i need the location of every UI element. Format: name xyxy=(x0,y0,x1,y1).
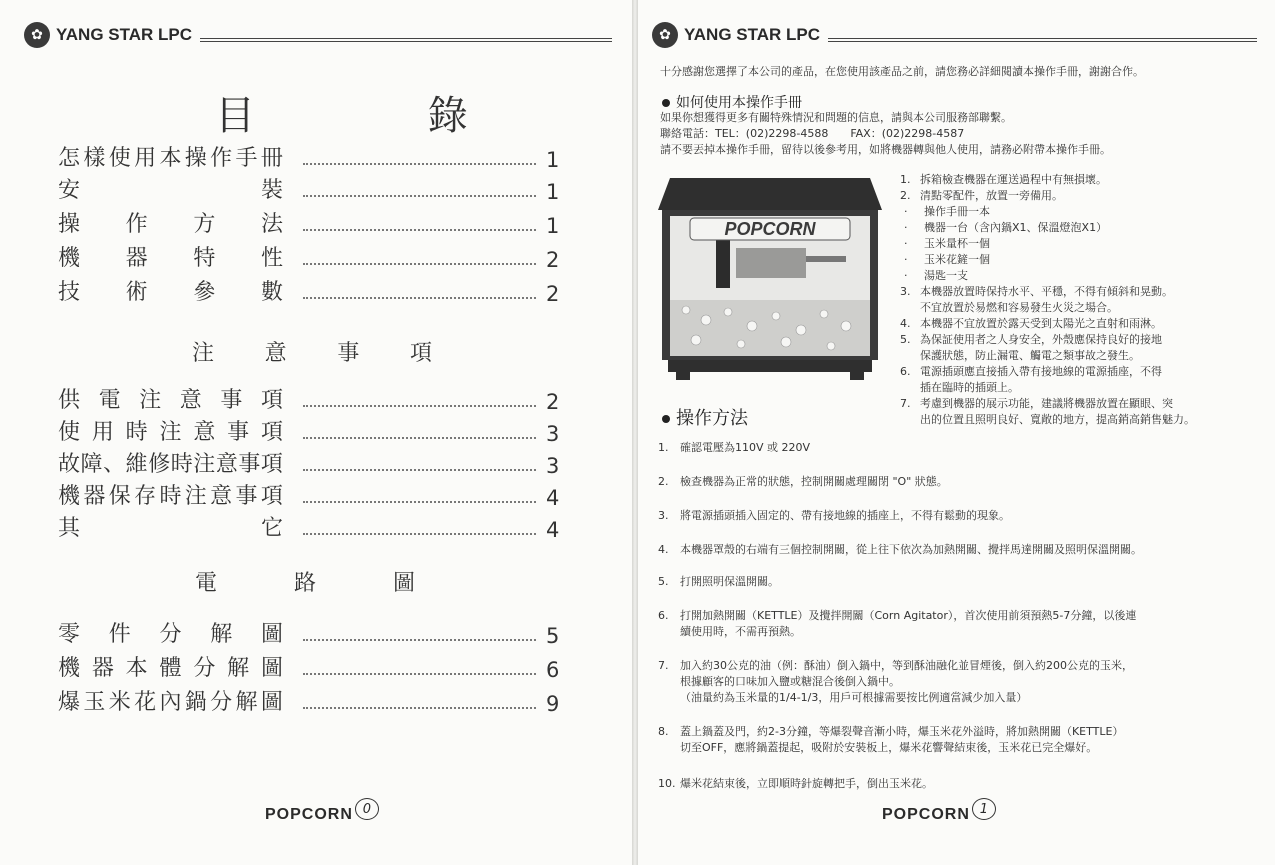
section-heading-char: 路 xyxy=(293,571,316,596)
toc-page-number: 5 xyxy=(546,624,560,648)
left-header xyxy=(24,20,612,50)
toc-label-char: 鍋 xyxy=(184,690,207,715)
toc-row xyxy=(58,384,558,414)
toc-label-char: 解 xyxy=(235,690,258,715)
toc-row xyxy=(58,416,558,446)
toc-label-char: 本 xyxy=(125,656,148,681)
toc-leader-dots xyxy=(303,533,536,535)
toc-label-char: 、 xyxy=(103,452,126,477)
toc-label-part: 它 xyxy=(260,516,283,541)
toc-label xyxy=(58,383,283,414)
install-step-line xyxy=(900,332,1162,348)
toc-label-part: 特 xyxy=(193,246,216,271)
toc-leader-dots xyxy=(303,673,536,675)
toc-leader-dots xyxy=(303,297,536,299)
intro-text: 十分感謝您選擇了本公司的產品，在您使用該產品之前，請您務必詳細閱讀本操作手冊，謝謝合作。 xyxy=(660,65,1144,78)
install-step-line xyxy=(900,188,1063,204)
company-logo-icon: ✿ xyxy=(24,22,50,48)
install-step-line: 插在臨時的插頭上。 xyxy=(920,381,1019,394)
machine-sign: POPCORN xyxy=(724,219,816,239)
toc-label xyxy=(58,617,283,648)
toc-row xyxy=(58,276,558,306)
operation-step-line xyxy=(658,474,948,490)
toc-label-char: 電 xyxy=(98,388,121,413)
toc-label-char: 存 xyxy=(134,484,157,509)
toc-label-part: 其 xyxy=(58,516,81,541)
operation-step-text: 爆米花結束後，立即順時針旋轉把手，倒出玉米花。 xyxy=(680,777,933,790)
install-step-number: · xyxy=(904,237,908,250)
toc-label xyxy=(58,141,283,172)
operation-step-number: 6. xyxy=(658,609,669,622)
toc-label-char: 作 xyxy=(210,146,233,171)
company-logo-icon: ✿ xyxy=(652,22,678,48)
section-heading-char: 項 xyxy=(409,341,432,366)
toc-label-char: 供 xyxy=(58,388,81,413)
toc-leader-dots xyxy=(303,405,536,407)
toc-label-char: 項 xyxy=(260,388,283,413)
toc-page-number: 2 xyxy=(546,282,560,306)
operation-step-line xyxy=(658,574,779,590)
install-step-number: 2. xyxy=(900,189,911,202)
toc-label-char: 項 xyxy=(260,420,283,445)
install-step xyxy=(904,236,990,252)
toc-label-part: 參 xyxy=(193,280,216,305)
toc-row xyxy=(58,142,558,172)
toc-row xyxy=(58,686,558,716)
operation-step xyxy=(658,508,1010,524)
operation-step xyxy=(658,542,1142,558)
toc-label xyxy=(58,685,283,716)
operation-step xyxy=(658,440,810,456)
operation-step-line: 根據顧客的口味加入鹽或糖混合後倒入鍋中。 xyxy=(680,675,900,688)
install-step-text: 玉米量杯一個 xyxy=(924,237,990,250)
page-number: 1 xyxy=(972,798,996,820)
install-step xyxy=(900,396,1195,428)
toc-label-part: 裝 xyxy=(260,178,283,203)
toc-page-number: 1 xyxy=(546,214,560,238)
how-heading: 如何使用本操作手冊 xyxy=(662,92,802,112)
popcorn-machine-image xyxy=(656,170,884,382)
toc-leader-dots xyxy=(303,707,536,709)
right-header xyxy=(652,20,1257,50)
install-step-text: 操作手冊一本 xyxy=(924,205,990,218)
toc-label-part: 法 xyxy=(260,212,283,237)
operation-step-line xyxy=(658,508,1010,524)
toc-label-char: 樣 xyxy=(83,146,106,171)
toc-label-char: 注 xyxy=(193,452,216,477)
operation-step-line xyxy=(658,658,1133,674)
toc-label-part: 安 xyxy=(58,178,81,203)
operation-step-text: 將電源插頭插入固定的、帶有接地線的插座上，不得有鬆動的現象。 xyxy=(680,509,1010,522)
install-step-text: 湯匙一支 xyxy=(924,269,968,282)
install-step-line: 出的位置且照明良好、寬敞的地方，提高銷高銷售魅力。 xyxy=(920,413,1195,426)
toc-leader-dots xyxy=(303,229,536,231)
operation-step-line xyxy=(658,776,933,792)
install-step xyxy=(900,188,1063,204)
toc-label-char: 分 xyxy=(193,656,216,681)
install-step xyxy=(900,332,1162,364)
toc-label-char: 故 xyxy=(58,452,81,477)
toc-page-number: 9 xyxy=(546,692,560,716)
toc-page-number: 1 xyxy=(546,148,560,172)
toc-row xyxy=(58,174,558,204)
operation-step-line xyxy=(658,440,810,456)
toc-label-char: 內 xyxy=(159,690,182,715)
header-rule xyxy=(828,38,1257,42)
toc-label-char: 修 xyxy=(148,452,171,477)
toc-label-char: 注 xyxy=(184,484,207,509)
toc-label-char: 玉 xyxy=(83,690,106,715)
toc-label-part: 機 xyxy=(58,246,81,271)
toc-row xyxy=(58,242,558,272)
bullet-icon xyxy=(662,99,670,107)
toc-label xyxy=(58,651,283,682)
install-step-number: · xyxy=(904,221,908,234)
toc-label-char: 事 xyxy=(235,484,258,509)
install-step-line xyxy=(904,252,990,268)
install-step-line xyxy=(900,364,1162,380)
operation-step-text: 蓋上鍋蓋及門，約2-3分鐘，等爆裂聲音漸小時，爆玉米花外溢時，將加熱開關（KETTLE） xyxy=(680,725,1124,738)
install-step xyxy=(904,204,990,220)
section-heading-char: 圖 xyxy=(392,571,415,596)
operation-step-number: 3. xyxy=(658,509,669,522)
install-step-line xyxy=(904,268,968,284)
toc-row xyxy=(58,618,558,648)
toc-leader-dots xyxy=(303,639,536,641)
operation-step-line xyxy=(658,724,1123,740)
toc-label-char: 事 xyxy=(238,452,261,477)
toc-label-char: 項 xyxy=(260,484,283,509)
toc-label-char: 操 xyxy=(184,146,207,171)
footer-popcorn-word: POPCORN xyxy=(882,806,970,823)
right-page xyxy=(638,0,1275,865)
toc-label-part: 件 xyxy=(108,622,131,647)
toc-label-char: 使 xyxy=(58,420,81,445)
toc-page-number: 3 xyxy=(546,422,560,446)
toc-label-char: 花 xyxy=(134,690,157,715)
toc-label xyxy=(58,173,283,204)
bullet-icon xyxy=(662,415,670,423)
toc-label-char: 器 xyxy=(91,656,114,681)
operation-step-number: 7. xyxy=(658,659,669,672)
toc-label-char: 用 xyxy=(91,420,114,445)
operation-step xyxy=(658,474,948,490)
install-step-text: 為保証使用者之人身安全，外殼應保持良好的接地 xyxy=(920,333,1162,346)
toc-label-char: 注 xyxy=(139,388,162,413)
toc-label-char: 手 xyxy=(235,146,258,171)
toc-label-char: 分 xyxy=(210,690,233,715)
operation-step-line: （油量約為玉米量的1/4-1/3，用戶可根據需要按比例適當減少加入量） xyxy=(680,691,1028,704)
toc-page-number: 2 xyxy=(546,390,560,414)
toc-label-part: 數 xyxy=(260,280,283,305)
operation-step-number: 10. xyxy=(658,777,676,790)
toc-label-char: 保 xyxy=(108,484,131,509)
operation-step-number: 1. xyxy=(658,441,669,454)
toc-label-part: 分 xyxy=(159,622,182,647)
toc-label-part: 方 xyxy=(193,212,216,237)
toc-label-char: 爆 xyxy=(58,690,81,715)
operation-step-text: 打開加熱開關（KETTLE）及攪拌開關（Corn Agitator），首次使用前須預熱5-7分鐘，以後連 xyxy=(680,609,1137,622)
install-step-number: 6. xyxy=(900,365,911,378)
operation-step-line xyxy=(658,608,1136,624)
toc-label-char: 意 xyxy=(193,420,216,445)
install-step xyxy=(904,252,990,268)
toc-row xyxy=(58,208,558,238)
operation-step xyxy=(658,608,1136,640)
operation-step-text: 確認電壓為110V 或 220V xyxy=(680,441,811,454)
brand-name: YANG STAR LPC xyxy=(56,25,193,44)
operation-heading: 操作方法 xyxy=(662,404,748,430)
toc-label-char: 體 xyxy=(159,656,182,681)
toc-leader-dots xyxy=(303,469,536,471)
install-step xyxy=(900,172,1107,188)
install-step-line xyxy=(900,172,1107,188)
toc-row xyxy=(58,512,558,542)
install-step-number: 3. xyxy=(900,285,911,298)
toc-label xyxy=(58,447,283,478)
toc-row xyxy=(58,652,558,682)
toc-label-char: 本 xyxy=(159,146,182,171)
toc-page-number: 4 xyxy=(546,518,560,542)
page-number: 0 xyxy=(355,798,379,820)
install-step-line xyxy=(904,204,990,220)
install-step-text: 本機器放置時保持水平、平穩，不得有傾斜和晃動。 xyxy=(920,285,1173,298)
toc-label-char: 器 xyxy=(83,484,106,509)
toc-title: 目 錄 xyxy=(215,93,548,139)
install-step-text: 電源插頭應直接插入帶有接地線的電源插座，不得 xyxy=(920,365,1162,378)
toc-row xyxy=(58,448,558,478)
install-step-text: 本機器不宜放置於露天受到太陽光之直射和雨淋。 xyxy=(920,317,1162,330)
toc-label-char: 使 xyxy=(108,146,131,171)
install-step-line xyxy=(904,220,1107,236)
toc-label-part: 作 xyxy=(125,212,148,237)
toc-label xyxy=(58,207,283,238)
how-text: 如果你想獲得更多有關特殊情況和問題的信息，請與本公司服務部聯繫。 聯絡電話：TEL：(02)2298-4588 FAX：(02)2298-4587 請不要丟掉本操作手冊，留待以後參考用，如將機器轉與他人使用，請務必附帶本操作手冊。 xyxy=(660,111,1111,156)
toc-label-char: 項 xyxy=(260,452,283,477)
install-step-line xyxy=(900,284,1173,300)
toc-label xyxy=(58,241,283,272)
operation-step-text: 本機器罩殼的右端有三個控制開關，從上往下依次為加熱開關、攪拌馬達開關及照明保溫開關。 xyxy=(680,543,1142,556)
section-heading-char: 注 xyxy=(192,341,215,366)
section-heading-char: 意 xyxy=(264,341,287,366)
section-heading-char: 事 xyxy=(337,341,360,366)
install-step-text: 清點零配件，放置一旁備用。 xyxy=(920,189,1063,202)
toc-label-char: 用 xyxy=(134,146,157,171)
toc-label-char: 時 xyxy=(170,452,193,477)
left-page xyxy=(0,0,632,865)
toc-label-char: 圖 xyxy=(260,656,283,681)
toc-label-char: 米 xyxy=(108,690,131,715)
toc-label-part: 圖 xyxy=(260,622,283,647)
toc-label-char: 意 xyxy=(210,484,233,509)
toc-page-number: 1 xyxy=(546,180,560,204)
install-step-line: 保護狀態，防止漏電、觸電之類事故之發生。 xyxy=(920,349,1140,362)
install-step xyxy=(904,268,968,284)
operation-step-line: 續使用時，不需再預熱。 xyxy=(680,625,801,638)
install-step-number: 4. xyxy=(900,317,911,330)
section-heading-circuit xyxy=(195,566,415,597)
operation-step xyxy=(658,658,1133,706)
toc-label-char: 事 xyxy=(220,388,243,413)
operation-step xyxy=(658,724,1123,756)
install-step-text: 玉米花鏟一個 xyxy=(924,253,990,266)
operation-step xyxy=(658,776,933,792)
install-step-number: · xyxy=(904,205,908,218)
toc-label-char: 冊 xyxy=(260,146,283,171)
toc-label-char: 意 xyxy=(215,452,238,477)
brand-name: YANG STAR LPC xyxy=(684,25,821,44)
right-footer xyxy=(882,801,996,824)
install-step xyxy=(904,220,1107,236)
toc-label xyxy=(58,511,283,542)
install-step-line xyxy=(904,236,990,252)
operation-step-number: 2. xyxy=(658,475,669,488)
toc-label-char: 注 xyxy=(159,420,182,445)
install-step-line: 不宜放置於易燃和容易發生火災之場合。 xyxy=(920,301,1118,314)
toc-label-char: 意 xyxy=(179,388,202,413)
operation-step-text: 檢查機器為正常的狀態，控制開關處理關閉 "O" 狀態。 xyxy=(680,475,948,488)
toc-label-char: 怎 xyxy=(58,146,81,171)
toc-label-char: 解 xyxy=(227,656,250,681)
toc-label-part: 解 xyxy=(210,622,233,647)
toc-label xyxy=(58,415,283,446)
install-step-number: 7. xyxy=(900,397,911,410)
toc-leader-dots xyxy=(303,263,536,265)
install-step-text: 拆箱檢查機器在運送過程中有無損壞。 xyxy=(920,173,1107,186)
toc-label-part: 術 xyxy=(125,280,148,305)
install-step xyxy=(900,284,1173,316)
toc-leader-dots xyxy=(303,163,536,165)
operation-step-text: 加入約30公克的油（例：酥油）倒入鍋中，等到酥油融化並冒煙後，倒入約200公克的玉米， xyxy=(680,659,1133,672)
toc-page-number: 2 xyxy=(546,248,560,272)
toc-label-char: 時 xyxy=(125,420,148,445)
install-step-number: · xyxy=(904,269,908,282)
install-step-text: 機器一台（含內鍋X1、保溫燈泡X1） xyxy=(924,221,1108,234)
toc-label-part: 技 xyxy=(58,280,81,305)
toc-page-number: 6 xyxy=(546,658,560,682)
footer-popcorn-word: POPCORN xyxy=(265,806,353,823)
toc-page-number: 4 xyxy=(546,486,560,510)
toc-label-char: 機 xyxy=(58,484,81,509)
install-step-text: 考慮到機器的展示功能，建議將機器放置在顯眼、突 xyxy=(920,397,1173,410)
install-step-line xyxy=(900,316,1162,332)
operation-step-number: 5. xyxy=(658,575,669,588)
toc-row xyxy=(58,480,558,510)
toc-label xyxy=(58,479,283,510)
toc-label-part: 操 xyxy=(58,212,81,237)
operation-step-line: 切至OFF，應將鍋蓋提起，吸附於安裝板上，爆米花響聲結束後，玉米花已完全爆好。 xyxy=(680,741,1098,754)
left-footer xyxy=(265,801,379,824)
section-heading-char: 電 xyxy=(195,571,218,596)
toc-label xyxy=(58,275,283,306)
toc-page-number: 3 xyxy=(546,454,560,478)
toc-label-char: 維 xyxy=(125,452,148,477)
operation-step xyxy=(658,574,779,590)
install-step-line xyxy=(900,396,1195,412)
install-step-number: 5. xyxy=(900,333,911,346)
header-rule xyxy=(200,38,612,42)
operation-step-line xyxy=(658,542,1142,558)
toc-label-char: 事 xyxy=(227,420,250,445)
toc-label-part: 性 xyxy=(260,246,283,271)
operation-step-number: 4. xyxy=(658,543,669,556)
toc-label-char: 圖 xyxy=(260,690,283,715)
install-step xyxy=(900,364,1162,396)
toc-label-part: 器 xyxy=(125,246,148,271)
section-heading-notes xyxy=(192,336,432,367)
install-step xyxy=(900,316,1162,332)
toc-leader-dots xyxy=(303,501,536,503)
toc-label-char: 機 xyxy=(58,656,81,681)
toc-leader-dots xyxy=(303,195,536,197)
toc-label-char: 障 xyxy=(80,452,103,477)
toc-leader-dots xyxy=(303,437,536,439)
toc-label-part: 零 xyxy=(58,622,81,647)
install-step-number: · xyxy=(904,253,908,266)
toc-label-char: 時 xyxy=(159,484,182,509)
install-step-number: 1. xyxy=(900,173,911,186)
operation-step-text: 打開照明保溫開關。 xyxy=(680,575,779,588)
operation-step-number: 8. xyxy=(658,725,669,738)
